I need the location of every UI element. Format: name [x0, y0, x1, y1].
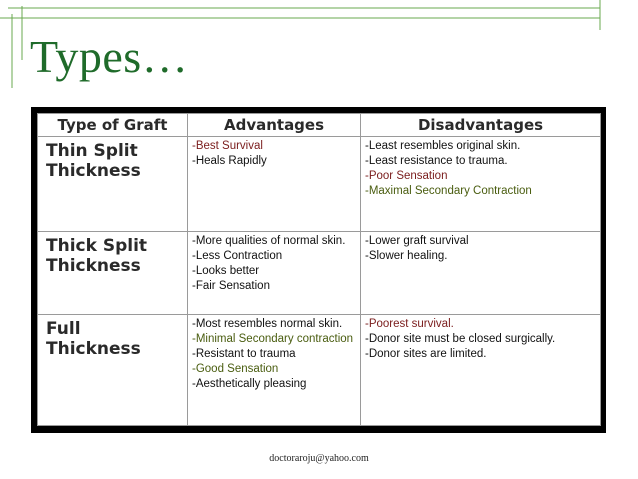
table-row [38, 231, 601, 315]
disadvantage-item: -Donor site must be closed surgically. [365, 333, 556, 346]
graft-type-cell: Thick Split Thickness [38, 231, 188, 315]
header-type-of-graft: Type of Graft [38, 114, 188, 137]
disadvantage-item: -Lower graft survival [365, 234, 469, 247]
disadvantage-item: -Least resistance to trauma. [365, 155, 508, 167]
advantage-item: -Resistant to trauma [192, 348, 296, 361]
advantage-item: -Good Sensation [192, 363, 279, 376]
disadvantages-cell [361, 137, 601, 232]
disadvantage-item: -Maximal Secondary Contraction [365, 185, 532, 197]
graft-type-cell: Thin Split Thickness [38, 137, 188, 232]
advantage-item: -Best Survival [192, 140, 263, 152]
advantage-item: -Less Contraction [192, 249, 283, 262]
disadvantages-cell [361, 315, 601, 426]
table-row [38, 315, 601, 426]
advantage-item: -Fair Sensation [192, 279, 270, 292]
table-header-row [38, 114, 601, 137]
disadvantage-item: -Poorest survival. [365, 318, 454, 331]
table-row [38, 137, 601, 232]
disadvantage-item: -Donor sites are limited. [365, 348, 487, 361]
footer-email: doctoraroju@yahoo.com [269, 453, 369, 464]
graft-types-table [37, 113, 601, 426]
advantage-item: -Aesthetically pleasing [192, 378, 307, 391]
disadvantage-item: -Poor Sensation [365, 170, 448, 182]
advantages-cell [188, 231, 361, 315]
disadvantage-item: -Slower healing. [365, 249, 448, 262]
advantages-cell [188, 315, 361, 426]
slide-title: Types… [30, 31, 189, 82]
advantages-cell [188, 137, 361, 232]
disadvantage-item: -Least resembles original skin. [365, 140, 521, 152]
advantage-item: -Looks better [192, 264, 260, 277]
header-disadvantages: Disadvantages [361, 114, 601, 137]
advantage-item: -Minimal Secondary contraction [192, 333, 354, 346]
table-frame [31, 107, 606, 433]
disadvantages-cell [361, 231, 601, 315]
advantage-item: -Most resembles normal skin. [192, 318, 343, 331]
graft-type-cell: Full Thickness [38, 315, 188, 426]
advantage-item: -More qualities of normal skin. [192, 234, 346, 247]
header-advantages: Advantages [188, 114, 361, 137]
advantage-item: -Heals Rapidly [192, 155, 267, 167]
